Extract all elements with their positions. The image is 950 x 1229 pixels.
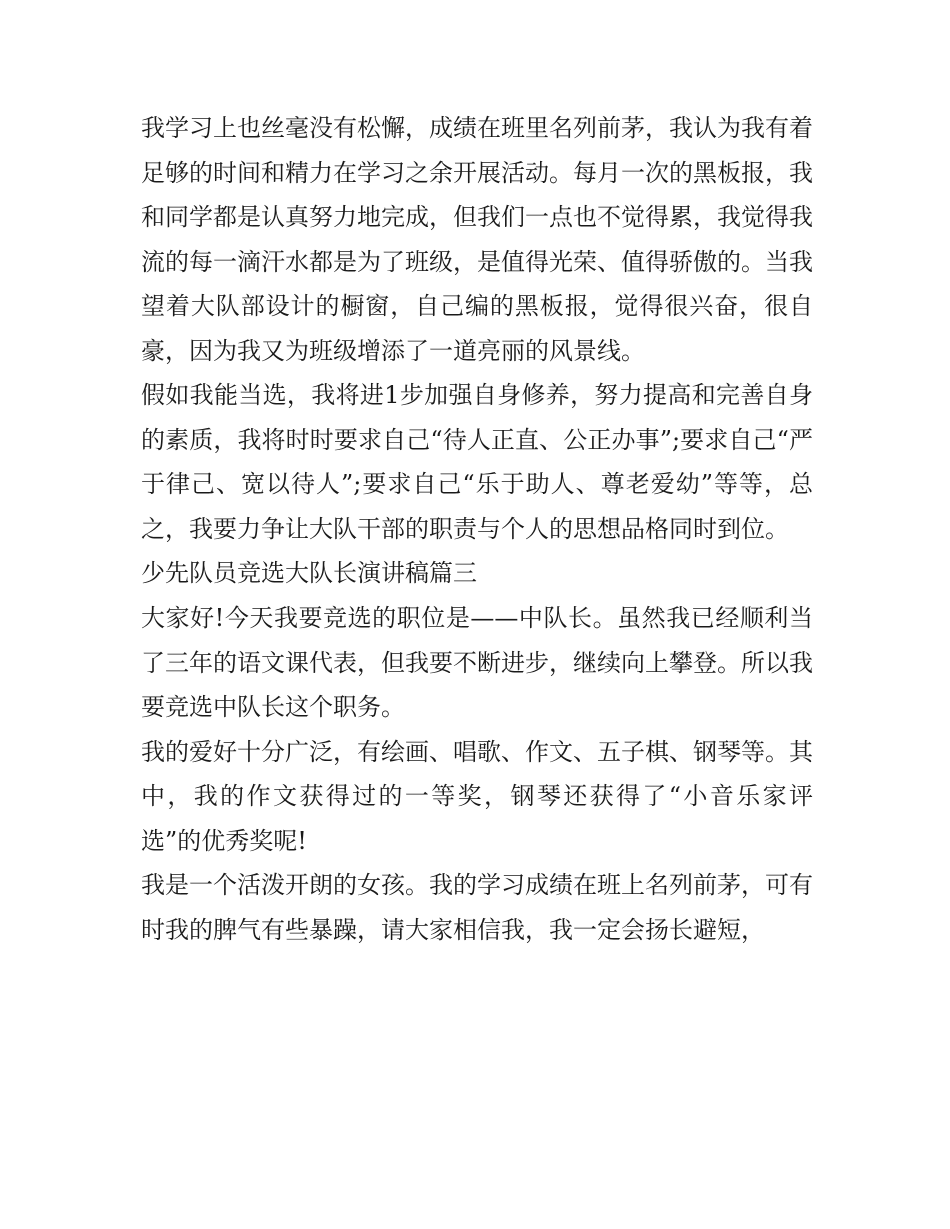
paragraph-election-promise: 假如我能当选，我将进1步加强自身修养，努力提高和完善自身的素质，我将时时要求自己“待人正直、公正办事”;要求自己“严于律己、宽以待人”;要求自己“乐于助人、尊老爱幼”等等，总之，我要力争让大队干部的职责与个人的思想品格同时到位。	[141, 381, 813, 543]
document-body	[141, 106, 813, 952]
paragraph-greeting: 大家好!今天我要竞选的职位是——中队长。虽然我已经顺利当了三年的语文课代表，但我要不断进步，继续向上攀登。所以我要竞选中队长这个职务。	[141, 604, 813, 721]
section-heading: 少先队员竞选大队长演讲稿篇三	[141, 559, 477, 587]
paragraph-study-activities: 我学习上也丝毫没有松懈，成绩在班里名列前茅，我认为我有着足够的时间和精力在学习之余开展活动。每月一次的黑板报，我和同学都是认真努力地完成，但我们一点也不觉得累，我觉得我流的每一滴汗水都是为了班级，是值得光荣、值得骄傲的。当我望着大队部设计的橱窗，自己编的黑板报，觉得很兴奋，很自豪，因为我又为班级增添了一道亮丽的风景线。	[141, 114, 813, 365]
paragraph-personality: 我是一个活泼开朗的女孩。我的学习成绩在班上名列前茅，可有时我的脾气有些暴躁，请大家相信我，我一定会扬长避短，	[141, 871, 813, 944]
paragraph-hobbies: 我的爱好十分广泛，有绘画、唱歌、作文、五子棋、钢琴等。其中，我的作文获得过的一等奖，钢琴还获得了“小音乐家评选”的优秀奖呢!	[141, 737, 813, 855]
